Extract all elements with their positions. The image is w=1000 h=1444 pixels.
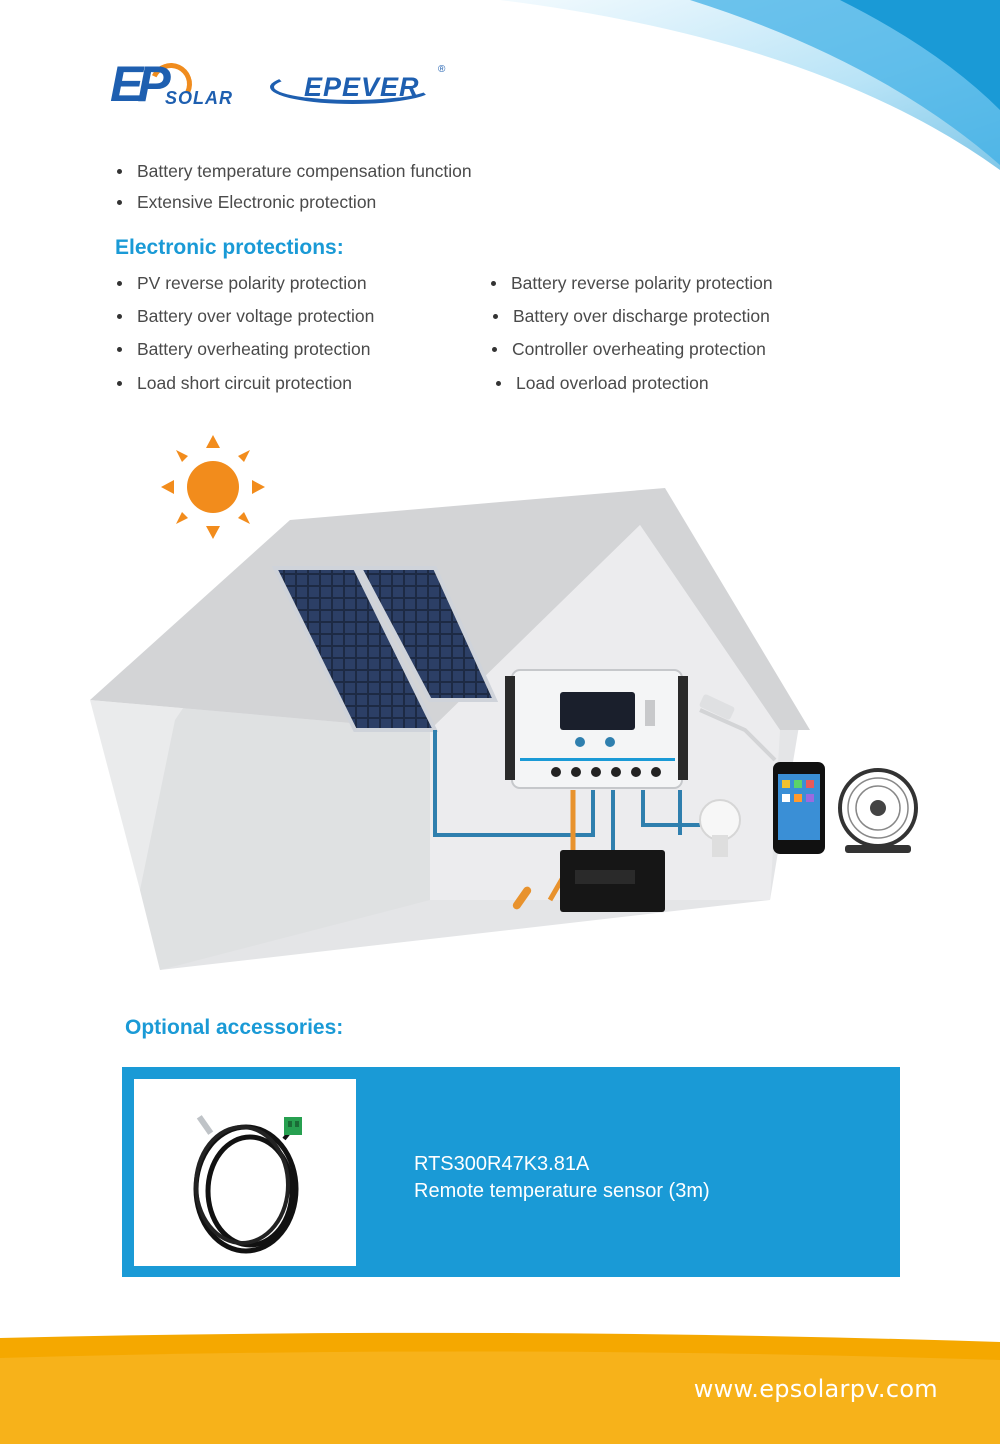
bullet-dot-icon xyxy=(117,281,122,286)
website-url[interactable]: www.epsolarpv.com xyxy=(693,1375,938,1403)
accessory-banner xyxy=(122,1067,900,1277)
accessory-description: Remote temperature sensor (3m) xyxy=(414,1180,710,1202)
battery-icon xyxy=(560,850,665,912)
bullet-dot-icon xyxy=(491,281,496,286)
epever-logo-word: EPEVER xyxy=(304,72,420,102)
feature-item xyxy=(137,161,472,182)
protection-item xyxy=(513,306,770,327)
protection-text: Battery over voltage protection xyxy=(137,306,375,326)
epsolar-logo xyxy=(110,55,255,117)
epsolar-logo-ep: EP xyxy=(110,56,165,112)
protection-item xyxy=(137,373,352,394)
bullet-dot-icon xyxy=(117,169,122,174)
bullet-dot-icon xyxy=(496,381,501,386)
protection-item xyxy=(512,339,766,360)
protection-text: Battery overheating protection xyxy=(137,339,371,359)
protection-text: Battery over discharge protection xyxy=(513,306,770,326)
protection-text: Load overload protection xyxy=(516,373,709,393)
bullet-dot-icon xyxy=(117,347,122,352)
bullet-dot-icon xyxy=(117,200,122,205)
protection-item xyxy=(137,306,374,327)
sun-icon xyxy=(161,435,265,539)
feature-item xyxy=(137,192,376,213)
epsolar-logo-solar: SOLAR xyxy=(165,88,233,108)
registered-mark: ® xyxy=(438,64,446,75)
fan-icon xyxy=(840,770,916,853)
accessories-heading: Optional accessories: xyxy=(125,1016,344,1039)
protection-item xyxy=(137,339,370,360)
protection-item xyxy=(137,273,367,294)
protections-heading: Electronic protections: xyxy=(115,236,344,259)
house-icon xyxy=(90,488,810,970)
protection-text: Controller overheating protection xyxy=(512,339,766,359)
protection-text: PV reverse polarity protection xyxy=(137,273,367,293)
protection-item xyxy=(511,273,773,294)
epever-logo xyxy=(270,66,450,110)
protection-text: Battery reverse polarity protection xyxy=(511,273,773,293)
feature-text: Extensive Electronic protection xyxy=(137,192,377,212)
solar-system-illustration xyxy=(80,430,940,990)
feature-text: Battery temperature compensation function xyxy=(137,161,472,181)
bullet-dot-icon xyxy=(117,381,122,386)
accessory-photo xyxy=(134,1079,356,1266)
smartphone-icon xyxy=(773,762,825,854)
temperature-sensor-cable-icon xyxy=(134,1079,356,1266)
accessory-model-number: RTS300R47K3.81A xyxy=(414,1153,590,1175)
bullet-dot-icon xyxy=(492,347,497,352)
bullet-dot-icon xyxy=(493,314,498,319)
bullet-dot-icon xyxy=(117,314,122,319)
protection-item xyxy=(516,373,709,394)
protection-text: Load short circuit protection xyxy=(137,373,352,393)
